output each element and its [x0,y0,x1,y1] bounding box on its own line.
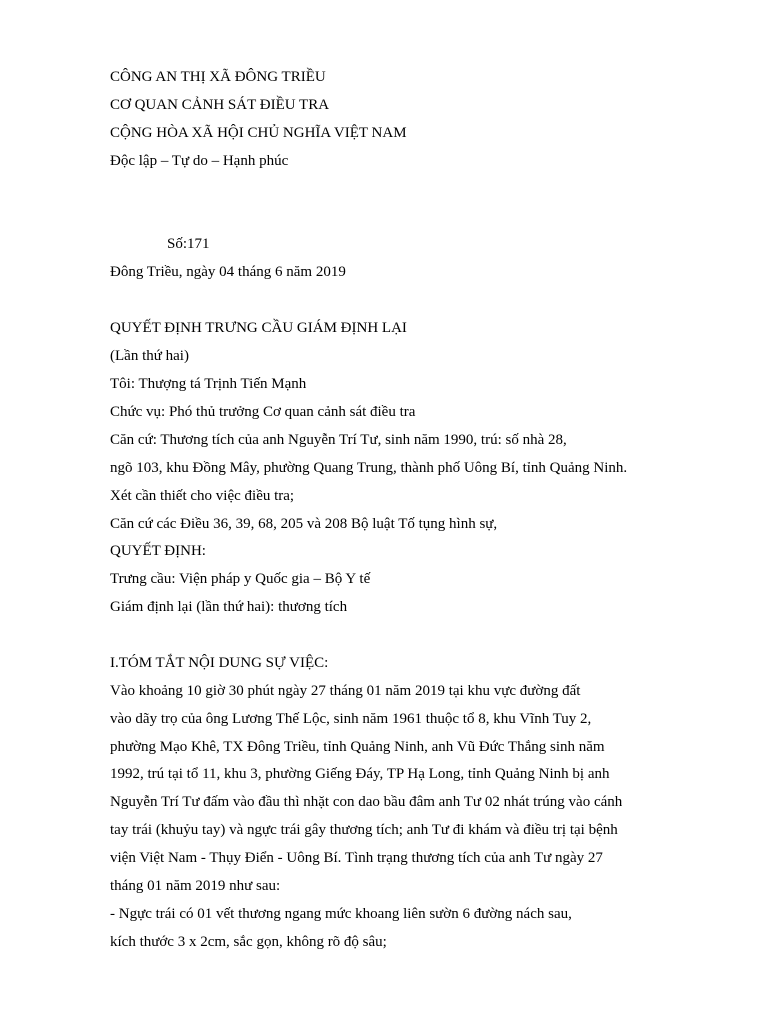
position-line: Chức vụ: Phó thủ trưởng Cơ quan cảnh sát điều tra [110,404,416,420]
summary-line: tháng 01 năm 2019 như sau: [110,878,281,894]
summary-line: - Ngực trái có 01 vết thương ngang mức khoang liên sườn 6 đường nách sau, [110,906,572,922]
summary-line: viện Việt Nam - Thụy Điển - Uông Bí. Tình trạng thương tích của anh Tư ngày 27 [110,850,603,866]
decides-heading: QUYẾT ĐỊNH: [110,543,206,559]
agency-department: CƠ QUAN CẢNH SÁT ĐIỀU TRA [110,97,330,113]
summary-line: phường Mạo Khê, TX Đông Triều, tỉnh Quảng Ninh, anh Vũ Đức Thắng sinh năm [110,739,605,755]
consideration-line: Xét cần thiết cho việc điều tra; [110,488,295,504]
requested-organization: Trưng cầu: Viện pháp y Quốc gia – Bộ Y tế [110,571,371,587]
summary-line: tay trái (khuỷu tay) và ngực trái gây thương tích; anh Tư đi khám và điều trị tại bệnh [110,822,618,838]
decision-subtitle: (Lần thứ hai) [110,348,189,364]
reexamination-subject: Giám định lại (lần thứ hai): thương tích [110,599,348,615]
document-number: Số:171 [167,236,210,252]
summary-line: 1992, trú tại tổ 11, khu 3, phường Giếng Đáy, TP Hạ Long, tỉnh Quảng Ninh bị anh [110,766,610,782]
summary-line: Vào khoảng 10 giờ 30 phút ngày 27 tháng 01 năm 2019 tại khu vực đường đất [110,683,581,699]
place-and-date: Đông Triều, ngày 04 tháng 6 năm 2019 [110,264,346,280]
summary-heading: I.TÓM TẮT NỘI DUNG SỰ VIỆC: [110,655,329,671]
summary-line: kích thước 3 x 2cm, sắc gọn, không rõ độ sâu; [110,934,387,950]
summary-line: vào dãy trọ của ông Lương Thế Lộc, sinh năm 1961 thuộc tổ 8, khu Vĩnh Tuy 2, [110,711,592,727]
basis-line-continued: ngõ 103, khu Đồng Mây, phường Quang Trung, thành phố Uông Bí, tỉnh Quảng Ninh. [110,460,628,476]
summary-line: Nguyễn Trí Tư đấm vào đầu thì nhặt con dao bầu đâm anh Tư 02 nhát trúng vào cánh [110,794,623,810]
legal-basis-line: Căn cứ các Điều 36, 39, 68, 205 và 208 Bộ luật Tố tụng hình sự, [110,516,498,532]
republic-name: CỘNG HÒA XÃ HỘI CHỦ NGHĨA VIỆT NAM [110,125,407,141]
agency-name: CÔNG AN THỊ XÃ ĐÔNG TRIỀU [110,69,326,85]
national-motto: Độc lập – Tự do – Hạnh phúc [110,153,289,169]
basis-line: Căn cứ: Thương tích của anh Nguyễn Trí Tư, sinh năm 1990, trú: số nhà 28, [110,432,567,448]
decision-title: QUYẾT ĐỊNH TRƯNG CẦU GIÁM ĐỊNH LẠI [110,320,407,336]
issuer-line: Tôi: Thượng tá Trịnh Tiến Mạnh [110,376,307,392]
